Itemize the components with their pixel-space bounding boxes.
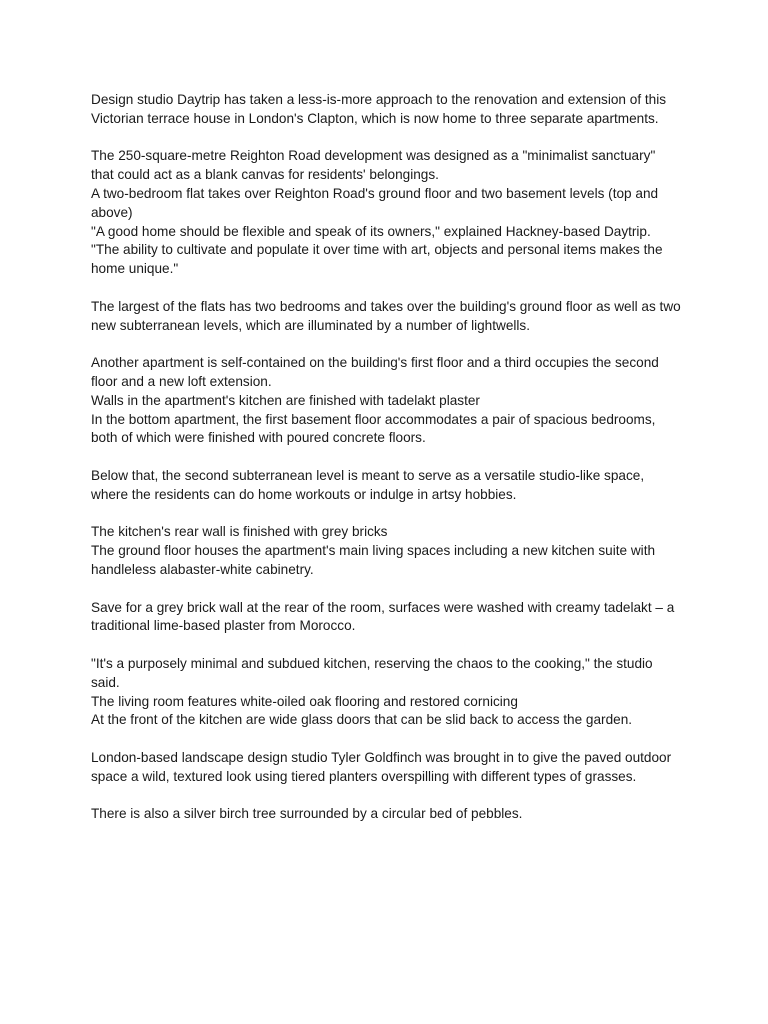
text-line: "It's a purposely minimal and subdued kitchen, reserving the chaos to the cooking," the studio said. [91, 655, 653, 690]
text-line: "A good home should be flexible and speak of its owners," explained Hackney-based Daytrip. [91, 223, 651, 239]
paragraph [91, 354, 681, 448]
text-line: Another apartment is self-contained on the building's first floor and a third occupies the second floor and a new loft extension. [91, 355, 659, 389]
text-line: The ground floor houses the apartment's main living spaces including a new kitchen suite with handleless alabaster-white cabinetry. [91, 543, 656, 577]
paragraph [91, 599, 681, 637]
text-line: Save for a grey brick wall at the rear of the room, surfaces were washed with creamy tadelakt – a traditional lime-based plaster from Morocco. [91, 599, 675, 634]
text-line: There is also a silver birch tree surrounded by a circular bed of pebbles. [91, 806, 523, 822]
paragraph [91, 147, 681, 279]
caption-line: The kitchen's rear wall is finished with grey bricks [91, 524, 388, 540]
paragraph [91, 523, 681, 579]
text-line: At the front of the kitchen are wide glass doors that can be slid back to access the garden. [91, 712, 633, 728]
paragraph [91, 91, 681, 129]
caption-line: Walls in the apartment's kitchen are finished with tadelakt plaster [91, 392, 480, 408]
caption-line: The living room features white-oiled oak flooring and restored cornicing [91, 693, 518, 709]
text-line: Design studio Daytrip has taken a less-is-more approach to the renovation and extension of this Victorian terrace house in London's Clapton, which is now home to three separate apartments. [91, 92, 667, 126]
document-body [91, 91, 681, 843]
paragraph [91, 749, 681, 787]
paragraph [91, 467, 681, 505]
text-line: London-based landscape design studio Tyler Goldfinch was brought in to give the paved outdoor space a wild, textured look using tiered planters overspilling with different types of grasses. [91, 749, 672, 784]
paragraph [91, 655, 681, 730]
text-line: The largest of the flats has two bedrooms and takes over the building's ground floor as well as two new subterranean levels, which are illuminated by a number of lightwells. [91, 298, 681, 333]
text-line: The 250-square-metre Reighton Road development was designed as a "minimalist sanctuary" that could act as a blank canvas for residents' belongings. [91, 148, 656, 183]
text-line: Below that, the second subterranean level is meant to serve as a versatile studio-like space, where the residents can do home workouts or indulge in artsy hobbies. [91, 467, 645, 502]
paragraph [91, 805, 681, 824]
text-line: In the bottom apartment, the first basement floor accommodates a pair of spacious bedrooms, both of which were finished with poured concrete floors. [91, 411, 656, 446]
caption-line: A two-bedroom flat takes over Reighton Road's ground floor and two basement levels (top and above) [91, 185, 659, 220]
text-line: "The ability to cultivate and populate it over time with art, objects and personal items makes the home unique." [91, 242, 663, 277]
paragraph [91, 298, 681, 336]
